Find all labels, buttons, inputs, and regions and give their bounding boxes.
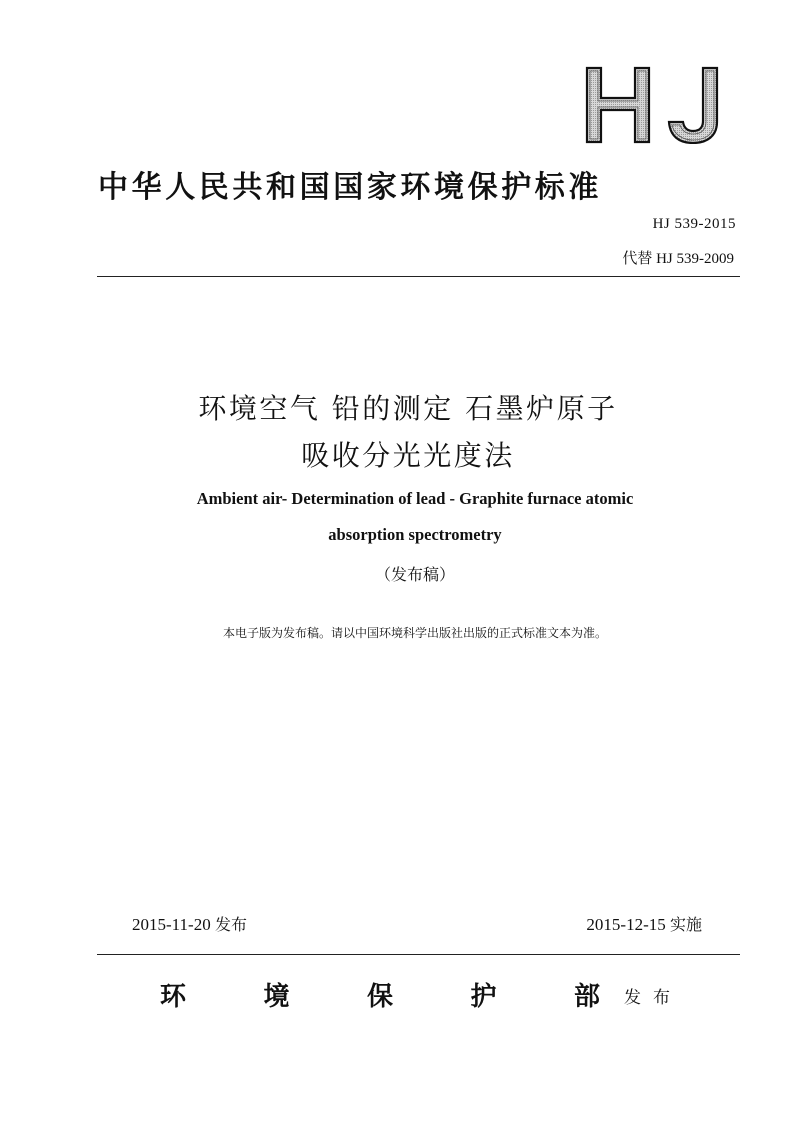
publish-label: 发布 — [624, 988, 682, 1008]
ministry-name — [160, 976, 600, 1013]
implement-label: 实施 — [669, 915, 702, 934]
edition-note: 本电子版为发布稿。请以中国环境科学出版社出版的正式标准文本为准。 — [222, 626, 607, 640]
standard-number: HJ 539-2015 — [652, 216, 736, 232]
implement-date-line — [586, 912, 702, 935]
ministry-char: 环 — [160, 982, 187, 1012]
issue-date-line — [132, 912, 247, 935]
logo-letter-j — [669, 68, 717, 143]
issue-label: 发布 — [214, 915, 247, 934]
ministry-char: 境 — [263, 982, 290, 1012]
title-en-line1: Ambient air- Determination of lead - Graphite furnace atomic — [196, 489, 634, 508]
logo-letter-h — [587, 68, 649, 142]
title-en-line2: absorption spectrometry — [328, 525, 502, 544]
title-cn-line2: 吸收分光光度法 — [301, 439, 515, 472]
bottom-divider — [97, 954, 740, 955]
ministry-char: 部 — [573, 982, 600, 1012]
replaces-number: HJ 539-2009 — [656, 251, 734, 267]
ministry-char: 保 — [366, 982, 393, 1012]
replaces-label: 代替 — [622, 249, 653, 267]
replaces-line — [622, 247, 734, 268]
agency-name: 中华人民共和国国家环境保护标准 — [98, 170, 602, 205]
title-cn-line1: 环境空气 铅的测定 石墨炉原子 — [198, 392, 618, 425]
draft-label: （发布稿） — [374, 565, 455, 584]
issue-date: 2015-11-20 — [132, 915, 211, 934]
hj-logo — [583, 66, 723, 144]
top-divider — [97, 276, 740, 277]
implement-date: 2015-12-15 — [586, 915, 666, 934]
ministry-char: 护 — [470, 982, 497, 1012]
